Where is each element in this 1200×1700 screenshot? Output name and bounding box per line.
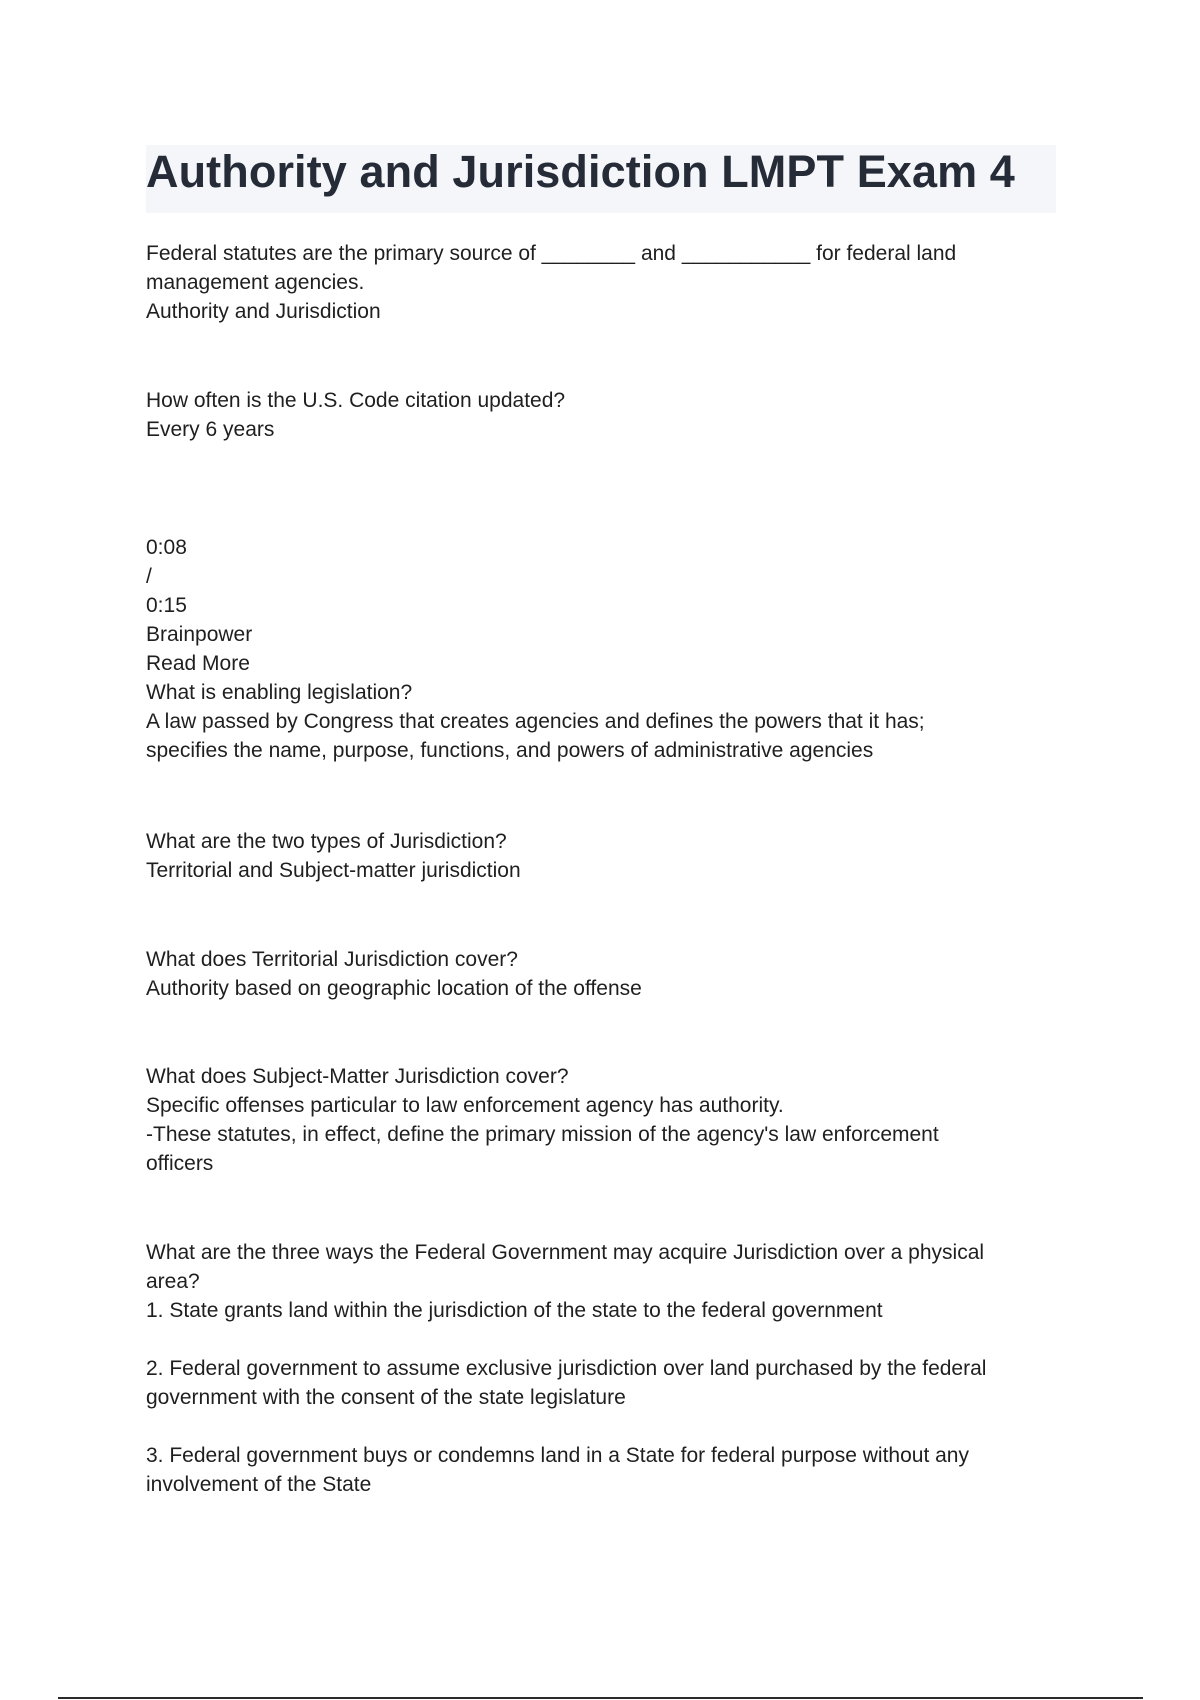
player-brand-label: Brainpower: [146, 623, 253, 646]
answer-line: specifies the name, purpose, functions, and powers of administrative agencies: [146, 739, 874, 762]
question-line: management agencies.: [146, 271, 365, 294]
flashcard-2: [146, 386, 1046, 444]
question-text: What does Territorial Jurisdiction cover?: [146, 948, 518, 971]
answer-line: A law passed by Congress that creates agencies and defines the powers that it has;: [146, 710, 925, 733]
page-title: Authority and Jurisdiction LMPT Exam 4: [146, 146, 1015, 197]
answer-item-2-line: government with the consent of the state legislature: [146, 1386, 626, 1409]
question-line: What are the three ways the Federal Government may acquire Jurisdiction over a physical: [146, 1241, 985, 1264]
answer-text: Authority and Jurisdiction: [146, 300, 381, 323]
question-text: What is enabling legislation?: [146, 681, 413, 704]
answer-item-1: 1. State grants land within the jurisdiction of the state to the federal government: [146, 1299, 883, 1322]
flashcard-7: [146, 1238, 1046, 1499]
flashcard-5: [146, 945, 1046, 1003]
question-text: What does Subject-Matter Jurisdiction cover?: [146, 1065, 569, 1088]
player-duration: 0:15: [146, 594, 187, 617]
answer-item-2-line: 2. Federal government to assume exclusive jurisdiction over land purchased by the federal: [146, 1357, 987, 1380]
question-line: area?: [146, 1270, 200, 1293]
question-text: How often is the U.S. Code citation updated?: [146, 389, 566, 412]
answer-item-3-line: 3. Federal government buys or condemns land in a State for federal purpose without any: [146, 1444, 969, 1467]
flashcard-3: [146, 533, 1046, 765]
answer-item-3-line: involvement of the State: [146, 1473, 372, 1496]
spacer: [146, 1412, 1046, 1441]
answer-line: Specific offenses particular to law enforcement agency has authority.: [146, 1094, 784, 1117]
flashcard-4: [146, 827, 1046, 885]
question-line: Federal statutes are the primary source of ________ and ___________ for federal land: [146, 242, 957, 265]
player-current-time: 0:08: [146, 536, 187, 559]
answer-line: officers: [146, 1152, 214, 1175]
player-time-separator: /: [146, 565, 152, 588]
answer-text: Every 6 years: [146, 418, 275, 441]
flashcard-6: [146, 1062, 1046, 1178]
answer-text: Authority based on geographic location of the offense: [146, 977, 642, 1000]
flashcard-1: [146, 239, 1046, 326]
answer-text: Territorial and Subject-matter jurisdiction: [146, 859, 521, 882]
question-text: What are the two types of Jurisdiction?: [146, 830, 507, 853]
footer-divider: [58, 1697, 1143, 1699]
answer-line: -These statutes, in effect, define the primary mission of the agency's law enforcement: [146, 1123, 939, 1146]
read-more-link[interactable]: Read More: [146, 652, 250, 675]
spacer: [146, 1325, 1046, 1354]
